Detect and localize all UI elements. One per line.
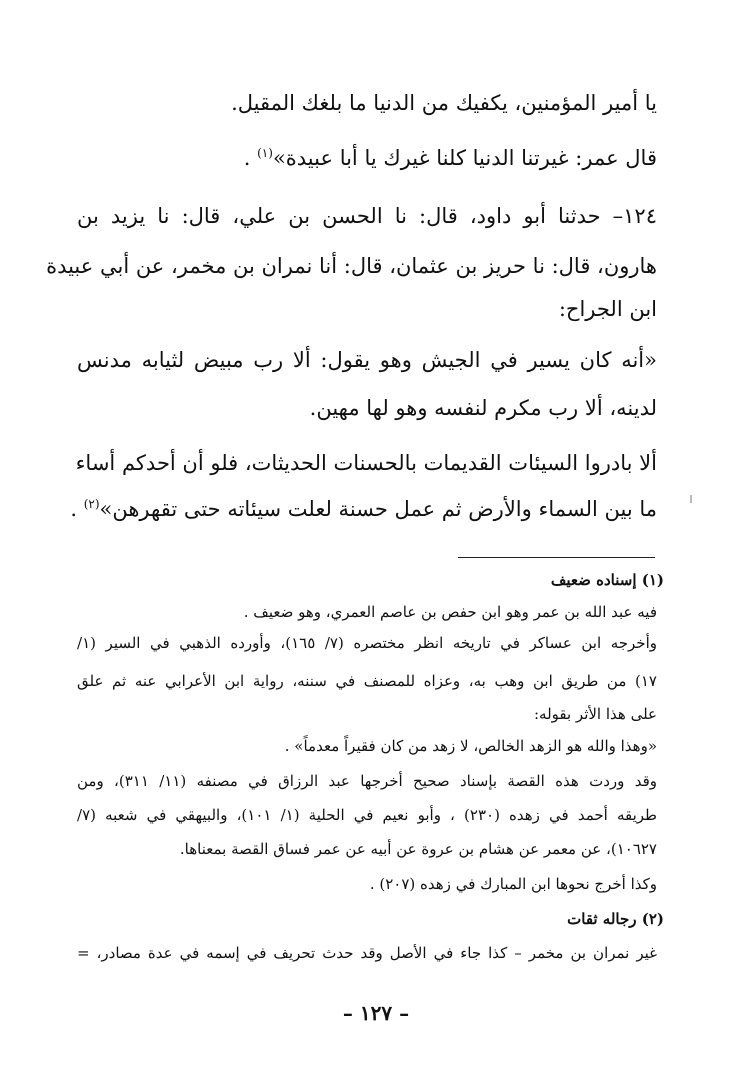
footnote-1-line-1: فيه عبد الله بن عمر وهو ابن حفص بن عاصم العمري، وهو ضعيف . (243, 603, 657, 621)
footnote-1-line-3: ١٧) من طريق ابن وهب به، وعزاه للمصنف في سننه، رواية ابن الأعرابي عنه ثم علق (77, 672, 657, 690)
footnote-2-heading: (٢) رجاله ثقات (567, 910, 664, 928)
footnote-1-line-7: طريقه أحمد في زهده (٢٣٠) ، وأبو نعيم في الحلية (١/ ١٠١)، والبيهقي في شعبه (٧/ (77, 806, 657, 824)
footnote-1-line-8: ١٠٦٢٧)، عن معمر عن هشام بن عروة عن أبيه عن عمر فساق القصة بمعناها. (179, 840, 657, 858)
scan-mark (690, 495, 692, 503)
main-text-line-2-end: . (243, 146, 258, 170)
footnote-1-line-9: وكذا أخرج نحوها ابن المبارك في زهده (٢٠٧) . (369, 875, 657, 893)
main-text-line-9-body: ما بين السماء والأرض ثم عمل حسنة لعلت سيئاته حتى تقهرهن» (99, 497, 657, 521)
footnote-1-line-4: على هذا الأثر بقوله: (533, 705, 657, 723)
main-text-line-8: ألا بادروا السيئات القديمات بالحسنات الحديثات، فلو أن أحدكم أساء (75, 451, 657, 475)
main-text-line-5: ابن الجراح: (558, 297, 657, 321)
main-text-line-7: لدينه، ألا رب مكرم لنفسه وهو لها مهين. (309, 396, 657, 420)
footnote-2-line-1: غير نمران بن مخمر – كذا جاء في الأصل وقد حدث تحريف في إسمه في عدة مصادر، = (77, 944, 657, 962)
main-text-line-4: هارون، قال: نا حريز بن عثمان، قال: أنا نمران بن مخمر، عن أبي عبيدة (46, 254, 657, 278)
main-text-line-2 (77, 143, 657, 173)
main-text-line-1: يا أمير المؤمنين، يكفيك من الدنيا ما بلغك المقيل. (231, 91, 657, 115)
main-text-line-6: «أنه كان يسير في الجيش وهو يقول: ألا رب مبيض لثيابه مدنس (77, 348, 657, 372)
footnote-ref-2: (٢) (83, 497, 100, 511)
footnote-1-line-6: وقد وردت هذه القصة بإسناد صحيح أخرجها عبد الرزاق في مصنفه (١١/ ٣١١)، ومن (77, 772, 657, 790)
footnote-ref-1: (١) (257, 146, 273, 160)
main-text-line-9-end: . (70, 497, 84, 521)
page-number: – ١٢٧ – (342, 1001, 410, 1025)
footnote-separator (458, 557, 655, 558)
main-text-line-9 (70, 494, 657, 524)
footnote-1-heading: (١) إسناده ضعيف (550, 571, 664, 589)
footnote-1-line-2: وأخرجه ابن عساكر في تاريخه انظر مختصره (٧/ ١٦٥)، وأورده الذهبي في السير (١/ (77, 634, 657, 652)
main-text-line-2-body: قال عمر: غيرتنا الدنيا كلنا غيرك يا أبا عبيدة» (272, 146, 657, 170)
main-text-line-3: ١٢٤– حدثنا أبو داود، قال: نا الحسن بن علي، قال: نا يزيد بن (77, 204, 657, 228)
footnote-1-line-5: «وهذا والله هو الزهد الخالص، لا زهد من كان فقيراً معدماً» . (284, 737, 657, 755)
